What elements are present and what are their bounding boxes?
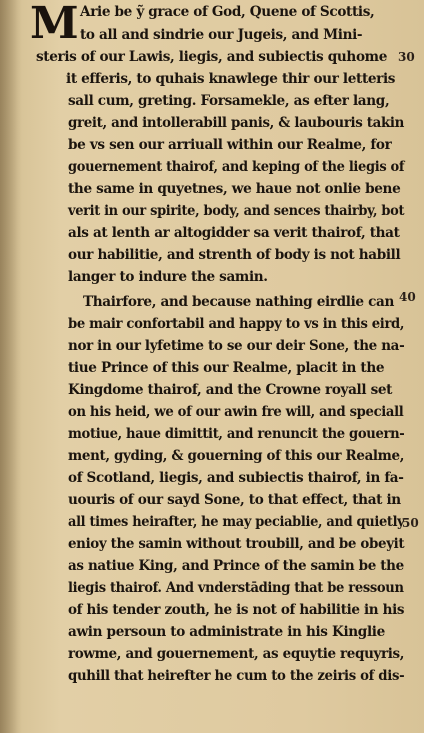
text-line: nor in our lyfetime to se our deir Sone, the na-: [68, 338, 405, 354]
text-line: it efferis, to quhais knawlege thir our letteris: [66, 71, 396, 87]
text-line: of his tender zouth, he is not of habilitie in his: [68, 602, 405, 618]
text-line: all times heirafter, he may peciablie, and quietly: [68, 514, 405, 530]
text-line: our habilitie, and strenth of body is not habill: [68, 247, 401, 263]
text-line: langer to indure the samin.: [68, 269, 268, 285]
margin-line-number: 40: [399, 290, 416, 304]
text-line: Thairfore, and because nathing eirdlie can: [83, 294, 395, 310]
text-line: tiue Prince of this our Realme, placit in the: [68, 360, 385, 376]
text-line: liegis thairof. And vnderstāding that be ressoun: [68, 580, 404, 596]
text-line: of Scotland, liegis, and subiectis thairof, in fa-: [68, 470, 404, 486]
text-line: on his heid, we of our awin fre will, and speciall: [68, 404, 404, 420]
text-line: als at lenth ar altogidder sa verit thairof, that: [68, 225, 400, 241]
text-line: to all and sindrie our Jugeis, and Mini-: [80, 27, 363, 43]
text-line: steris of our Lawis, liegis, and subiectis quhome: [36, 49, 388, 65]
text-line: awin persoun to administrate in his Kinglie: [68, 624, 385, 640]
text-line: Kingdome thairof, and the Crowne royall set: [68, 382, 393, 398]
text-line: ment, gyding, & gouerning of this our Realme,: [68, 448, 405, 464]
text-line: motiue, haue dimittit, and renuncit the gouern-: [68, 426, 405, 442]
text-line: as natiue King, and Prince of the samin be the: [68, 558, 404, 574]
text-line: the same in quyetnes, we haue not onlie bene: [68, 181, 401, 197]
text-line: gouernement thairof, and keping of the liegis of: [68, 159, 405, 175]
text-line: be vs sen our arriuall within our Realme, for: [68, 137, 392, 153]
text-line: uouris of our sayd Sone, to that effect, that in: [68, 492, 401, 508]
text-line: sall cum, greting. Forsamekle, as efter lang,: [68, 93, 390, 109]
text-line: verit in our spirite, body, and sences thairby, bot: [68, 203, 405, 219]
text-line: be mair confortabil and happy to vs in this eird,: [68, 316, 405, 332]
text-line: enioy the samin without troubill, and be obeyit: [68, 536, 405, 552]
gutter-shadow: [0, 0, 22, 733]
margin-line-number: 30: [398, 50, 415, 64]
text-line: rowme, and gouernement, as equytie requyris,: [68, 646, 405, 662]
text-line: greit, and intollerabill panis, & laubouris takin: [68, 115, 405, 131]
text-line: quhill that heirefter he cum to the zeiris of dis-: [68, 668, 405, 684]
margin-line-number: 50: [402, 516, 419, 530]
text-line: Arie be ỹ grace of God, Quene of Scottis,: [80, 4, 375, 20]
drop-cap: M: [30, 0, 79, 49]
